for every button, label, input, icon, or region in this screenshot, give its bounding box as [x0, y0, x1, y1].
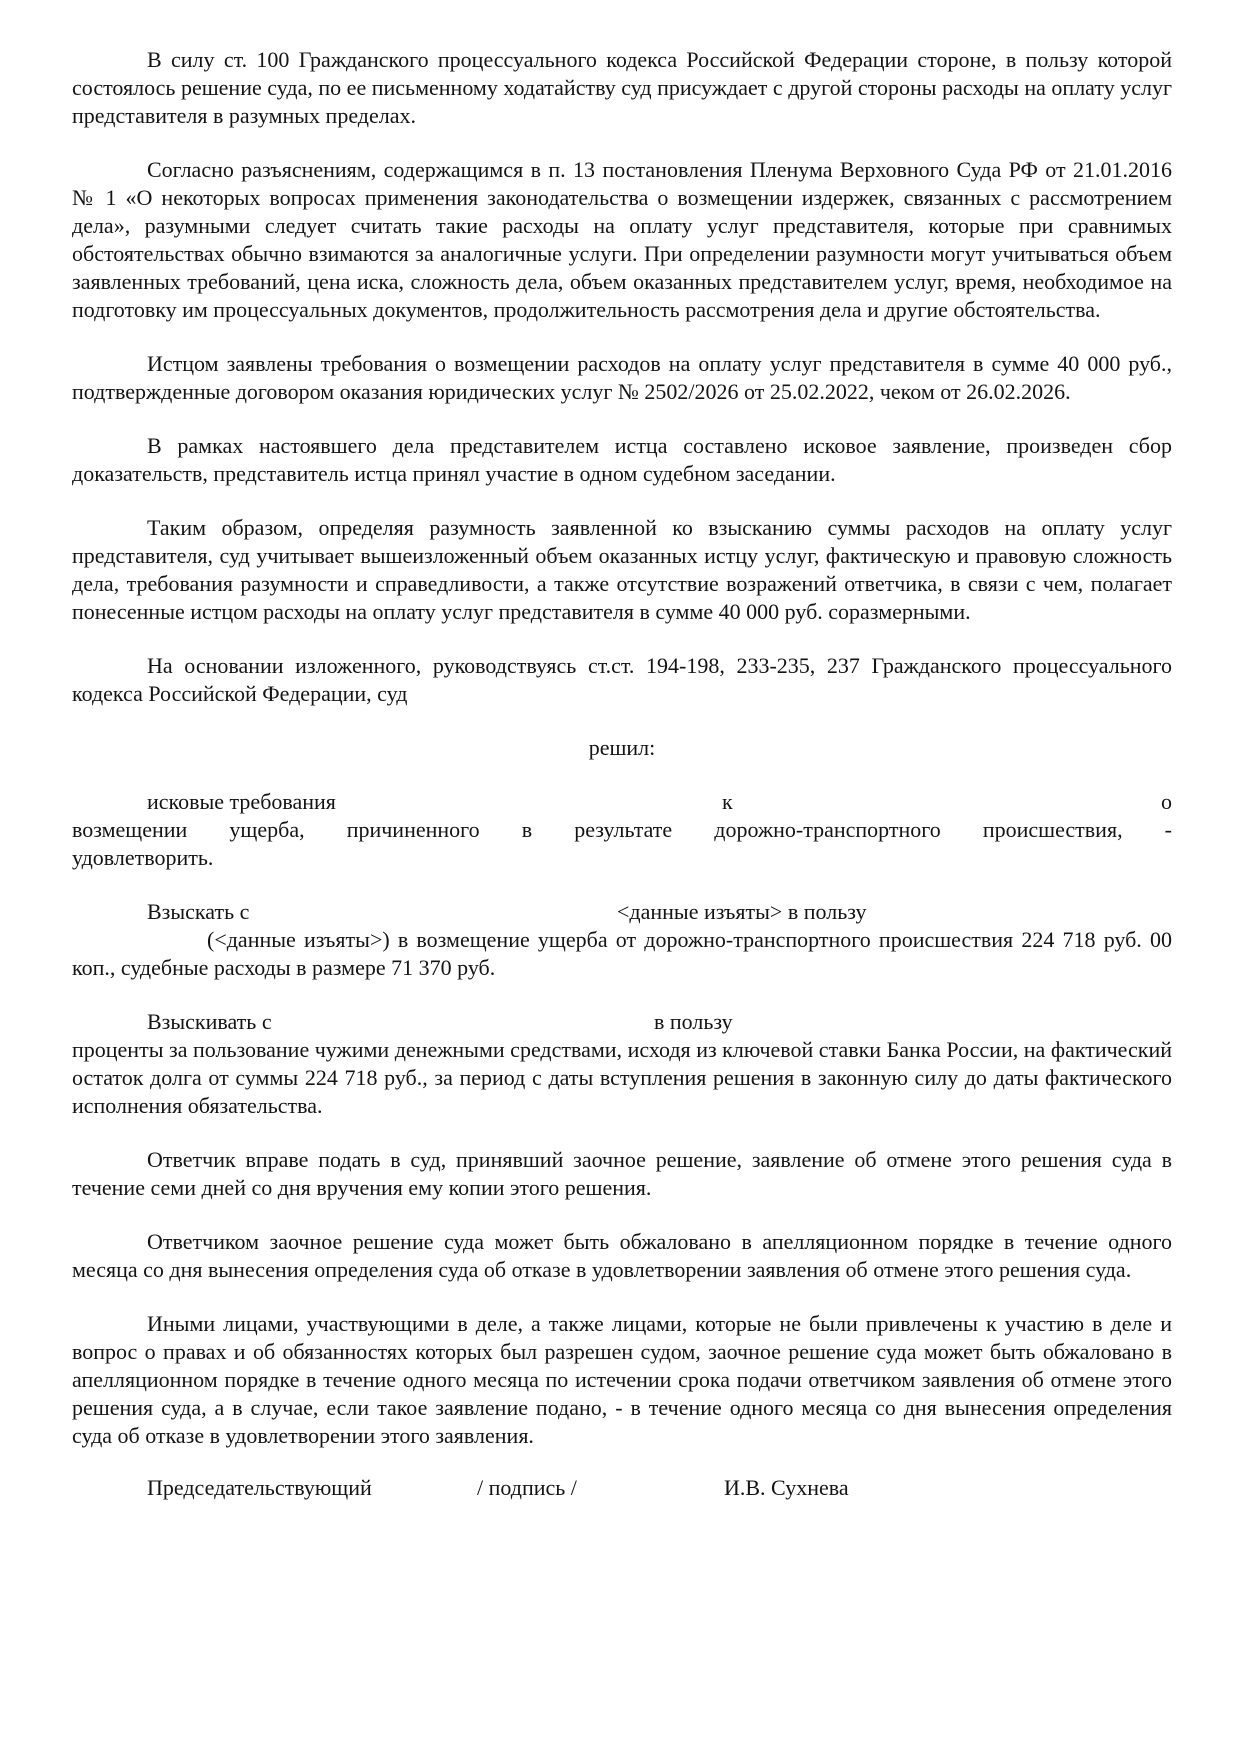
paragraph-claimed-expenses: Истцом заявлены требования о возмещении расходов на оплату услуг представителя в сумме 40 000 руб., подтвержденные договором оказания юридических услуг № 2502/2026 от 25.02.2022, чеком от 26.02.2026. — [72, 351, 1172, 404]
recover-interest-rest: проценты за пользование чужими денежными средствами, исходя из ключевой ставки Банка России, на фактический остаток долга от суммы 224 718 руб., за период с даты вступления решения в законную силу до даты фактического исполнения обязательства. — [72, 1037, 1172, 1118]
recover-line-1 — [72, 898, 1172, 926]
paragraph-representative-work: В рамках настоявшего дела представителем истца составлено исковое заявление, произведен сбор доказательств, представитель истца принял участие в одном судебном заседании. — [72, 433, 1172, 486]
recover-interest-part-2: в пользу — [654, 1009, 733, 1034]
paragraph-appeal-defendant: Ответчиком заочное решение суда может быть обжаловано в апелляционном порядке в течение одного месяца со дня вынесения определения суда об отказе в удовлетворении заявления об отмене этого решения суда. — [72, 1229, 1172, 1282]
recover-line-2: (<данные изъяты>) в возмещение ущерба от дорожно-транспортного происшествия 224 718 руб. 00 коп., судебные расходы в размере 71 370 руб. — [72, 927, 1172, 980]
recover-interest-block — [72, 1008, 1172, 1120]
recover-part-1: Взыскать с — [147, 899, 250, 924]
recover-interest-line-1 — [72, 1008, 1172, 1036]
claims-line-3: удовлетворить. — [72, 845, 214, 870]
recover-interest-part-1: Взыскивать с — [147, 1009, 272, 1034]
claims-part-2: к — [722, 789, 733, 814]
signature-mark: / подпись / — [477, 1475, 577, 1500]
paragraph-reasonableness: Таким образом, определяя разумность заявленной ко взысканию суммы расходов на оплату услуг представителя, суд учитывает вышеизложенный объем оказанных истцу услуг, фактическую и правовую сложность дела, требования разумности и справедливости, а также отсутствие возражений ответчика, в связи с чем, полагает понесенные истцом расходы на оплату услуг представителя в сумме 40 000 руб. соразмерными. — [72, 515, 1172, 624]
document-body — [72, 46, 1172, 1502]
claims-part-1: исковые требования — [147, 789, 336, 814]
claims-line-1 — [72, 788, 1172, 816]
claims-line-2: возмещении ущерба, причиненного в результате дорожно-транспортного происшествия, - — [72, 817, 1172, 842]
signature-block — [72, 1474, 1172, 1502]
paragraph-cancel-application: Ответчик вправе подать в суд, принявший заочное решение, заявление об отмене этого решения суда в течение семи дней со дня вручения ему копии этого решения. — [72, 1147, 1172, 1200]
paragraph-costs-article-100: В силу ст. 100 Гражданского процессуального кодекса Российской Федерации стороне, в пользу которой состоялось решение суда, по ее письменному ходатайству суд присуждает с другой стороны расходы на оплату услуг представителя в разумных пределах. — [72, 47, 1172, 128]
recover-block — [72, 898, 1172, 982]
signature-title: Председательствующий — [147, 1475, 372, 1500]
decision-heading: решил: — [588, 735, 656, 760]
claims-block — [72, 788, 1172, 872]
judge-name: И.В. Сухнева — [724, 1475, 849, 1500]
paragraph-appeal-others: Иными лицами, участвующими в деле, а также лицами, которые не были привлечены к участию в деле и вопрос о правах и об обязанностях которых был разрешен судом, заочное решение суда может быть обжаловано в апелляционном порядке в течение одного месяца по истечении срока подачи ответчиком заявления об отмене этого решения суда, а в случае, если такое заявление подано, - в течение одного месяца со дня вынесения определения суда об отказе в удовлетворении этого заявления. — [72, 1311, 1172, 1448]
recover-part-2: <данные изъяты> в пользу — [617, 899, 867, 924]
claims-part-3: о — [1161, 789, 1172, 814]
paragraph-legal-basis: На основании изложенного, руководствуясь ст.ст. 194-198, 233-235, 237 Гражданского процессуального кодекса Российской Федерации, суд — [72, 653, 1172, 706]
paragraph-plenum-clarification: Согласно разъяснениям, содержащимся в п. 13 постановления Пленума Верховного Суда РФ от 21.01.2016 № 1 «О некоторых вопросах применения законодательства о возмещении издержек, связанных с рассмотрением дела», разумными следует считать такие расходы на оплату услуг представителя, которые при сравнимых обстоятельствах обычно взимаются за аналогичные услуги. При определении разумности могут учитываться объем заявленных требований, цена иска, сложность дела, объем оказанных представителем услуг, время, необходимое на подготовку им процессуальных документов, продолжительность рассмотрения дела и другие обстоятельства. — [72, 157, 1172, 322]
